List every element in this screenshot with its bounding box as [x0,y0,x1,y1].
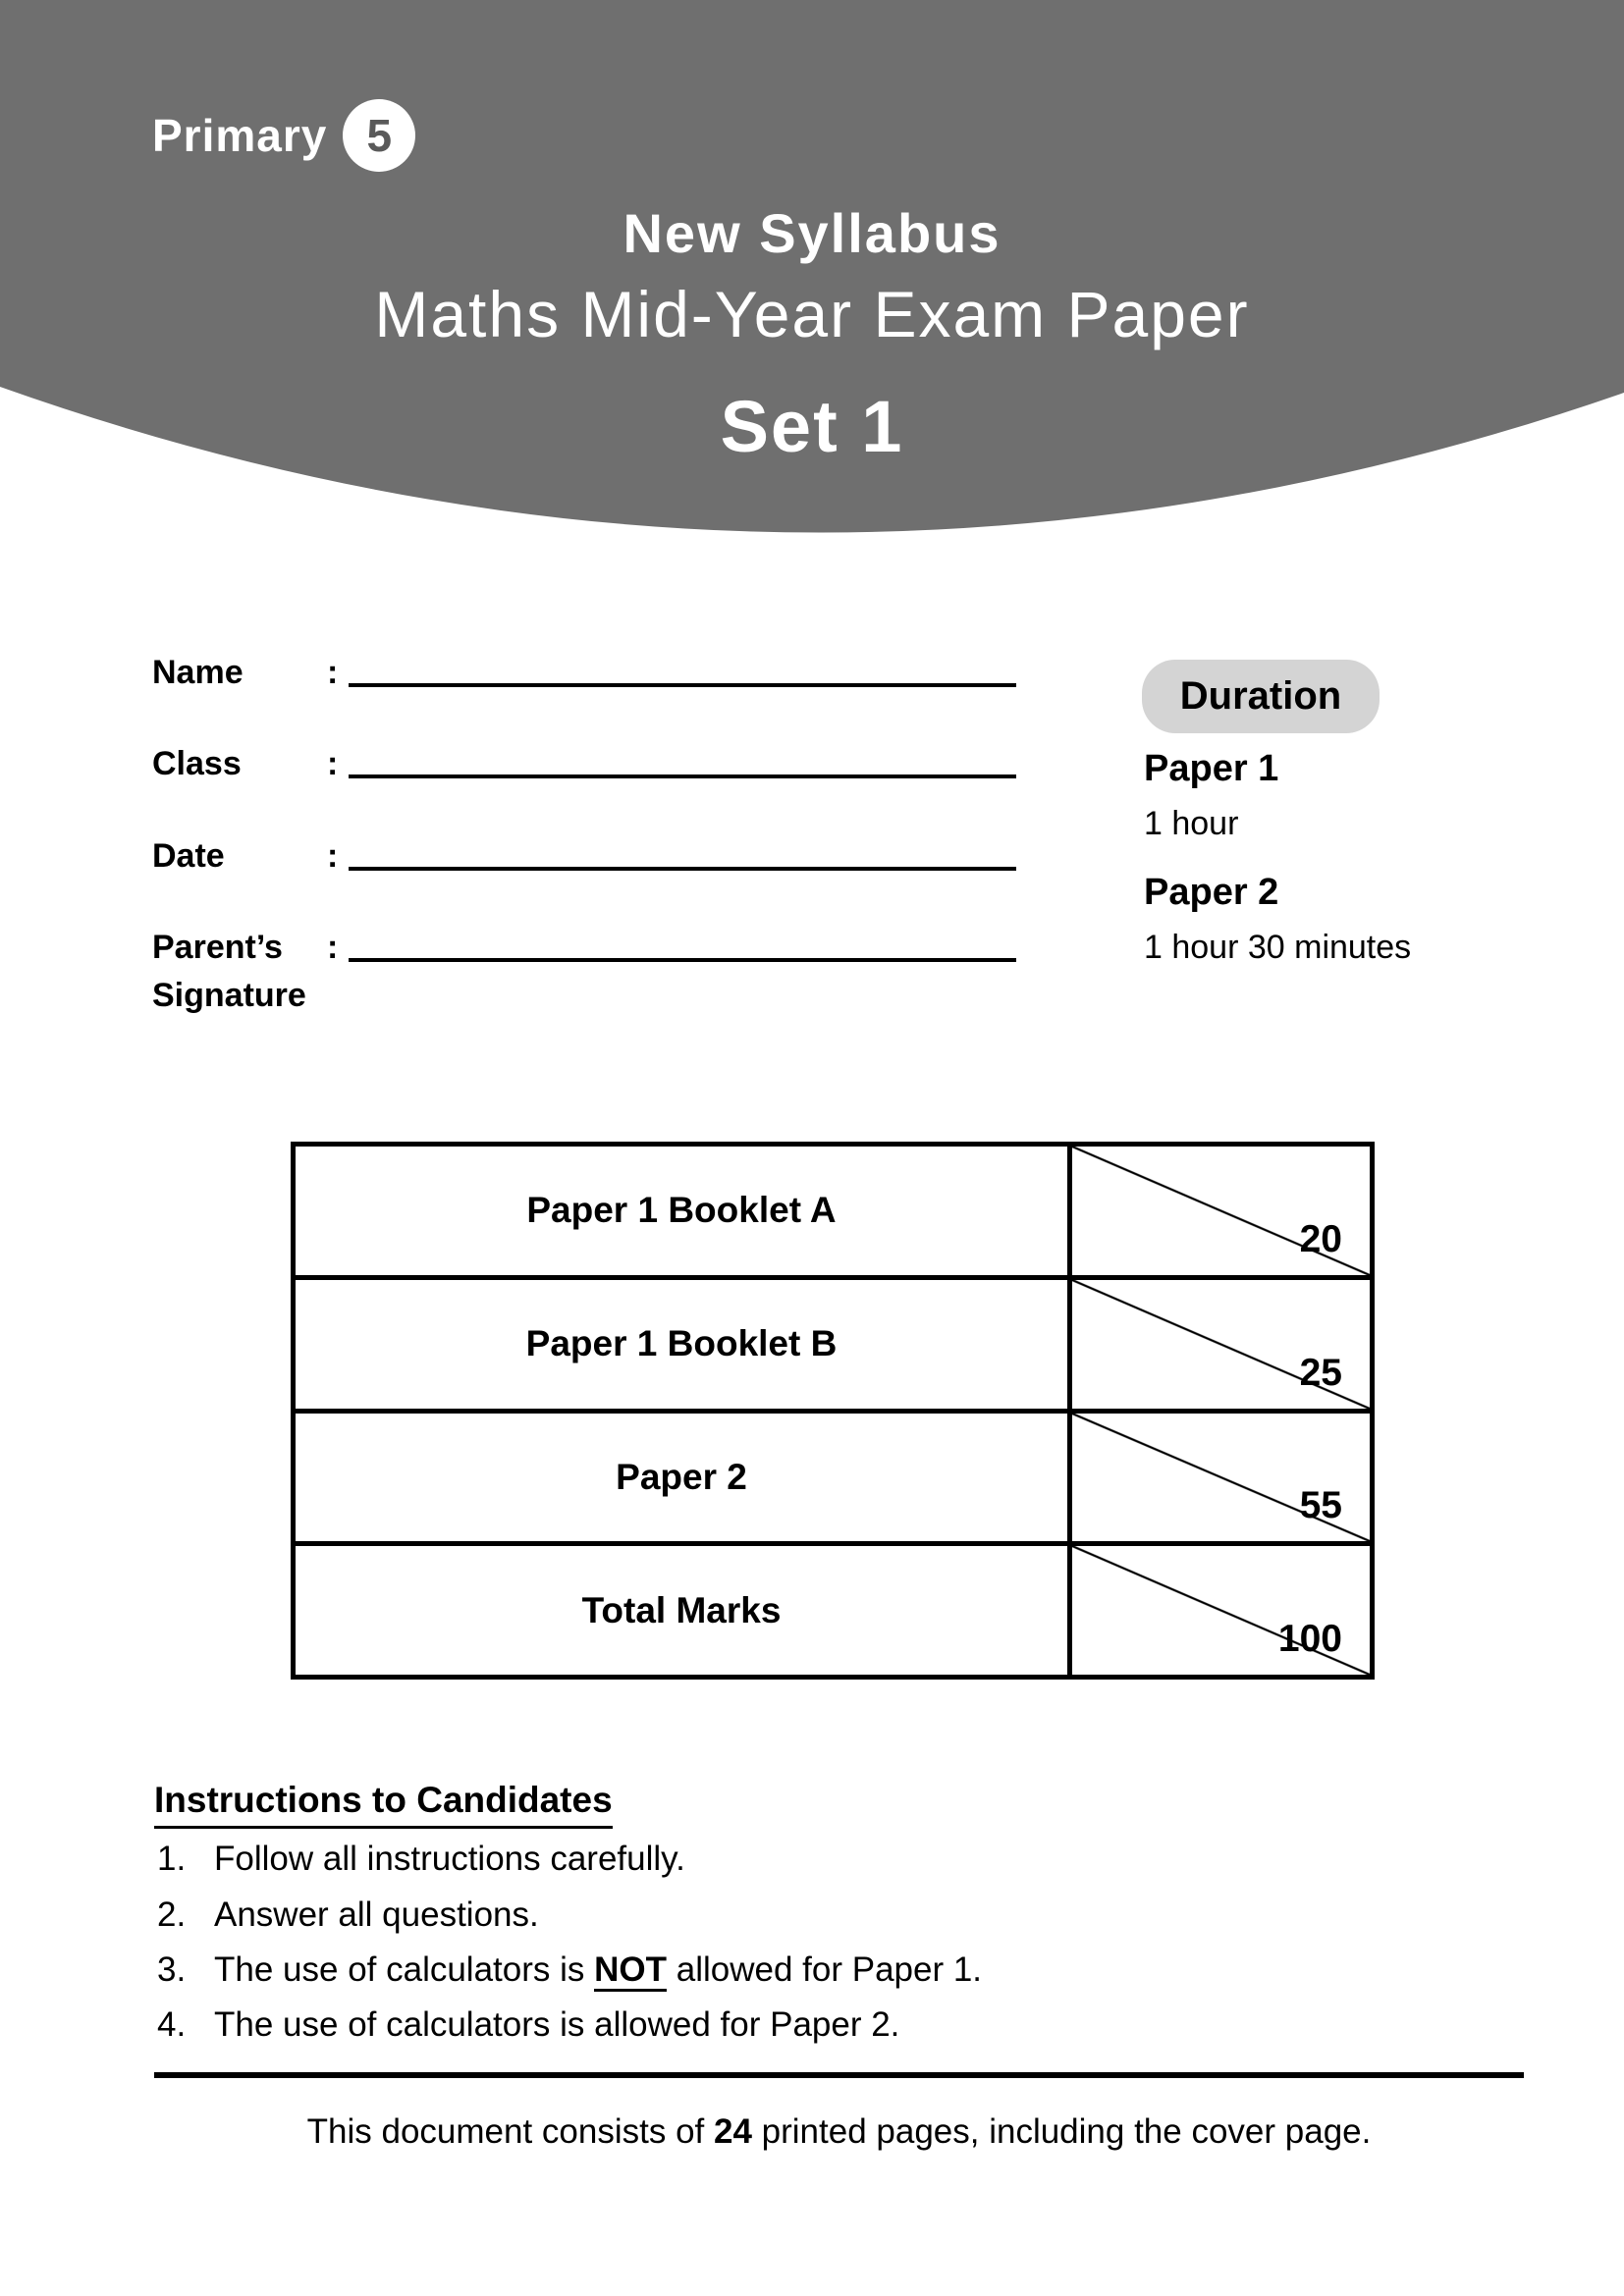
parent-label: Parent’s [152,929,283,966]
instruction-number: 4. [157,2005,187,2044]
parent-colon: : [327,929,339,966]
duration-paper2-title: Paper 2 [1144,872,1279,913]
parent-signature-blank-line [349,958,1016,962]
form-row-name [152,651,1016,692]
primary-level-line [152,98,415,173]
table-cell-marks [1072,1280,1370,1409]
primary-label: Primary [152,110,328,161]
title-set: Set 1 [720,386,904,467]
date-colon: : [327,837,339,875]
table-row [296,1275,1370,1409]
table-row [296,1541,1370,1675]
duration-badge [1142,660,1380,733]
table-cell-marks [1072,1147,1370,1275]
marks-table [291,1142,1375,1680]
title-exam-paper: Maths Mid-Year Exam Paper [374,278,1250,350]
marks-value: 100 [1277,1618,1342,1660]
table-row [296,1147,1370,1275]
duration-paper2-time: 1 hour 30 minutes [1144,929,1412,966]
table-cell-label: Paper 2 [296,1414,1072,1542]
signature-label: Signature [152,977,306,1014]
not-emphasis: NOT [594,1950,667,1992]
table-row [296,1409,1370,1542]
instruction-item [157,1838,1434,1881]
instruction-item [157,1894,1434,1937]
table-cell-marks [1072,1414,1370,1542]
level-number: 5 [366,110,393,161]
name-label: Name [152,654,244,691]
instruction-number: 1. [157,1840,187,1878]
instruction-number: 2. [157,1896,187,1934]
page-count: 24 [713,2112,752,2151]
instructions-title: Instructions to Candidates [154,1780,613,1829]
instruction-text: The use of calculators is allowed for Paper 2. [214,2005,900,2044]
duration-paper1-time: 1 hour [1144,805,1239,842]
form-row-parent-signature [152,926,1016,967]
marks-value: 25 [1299,1351,1342,1394]
form-row-date [152,834,1016,876]
instruction-text: The use of calculators is NOT allowed for Paper 1. [214,1949,982,1992]
title-new-syllabus: New Syllabus [623,202,1001,264]
table-cell-marks [1072,1546,1370,1675]
table-cell-label: Total Marks [296,1546,1072,1675]
class-label: Class [152,745,242,782]
level-5-badge [343,99,415,172]
instruction-text: Follow all instructions carefully. [214,1840,685,1878]
form-row-class [152,742,1016,783]
name-colon: : [327,654,339,691]
table-cell-label: Paper 1 Booklet A [296,1147,1072,1275]
footer-divider-rule [154,2072,1524,2078]
class-blank-line [349,774,1016,778]
instruction-text: Answer all questions. [214,1896,539,1934]
instruction-number: 3. [157,1950,187,1989]
marks-value: 55 [1299,1484,1342,1527]
marks-value: 20 [1299,1217,1342,1260]
date-label: Date [152,837,225,875]
duration-paper1-title: Paper 1 [1144,748,1279,789]
instruction-item [157,1949,1434,1992]
name-blank-line [349,683,1016,687]
instruction-item [157,2003,1434,2047]
duration-badge-label: Duration [1179,674,1342,718]
class-colon: : [327,745,339,782]
footer-page-count-note: This document consists of 24 printed pages, including the cover page. [306,2112,1372,2151]
table-cell-label: Paper 1 Booklet B [296,1280,1072,1409]
date-blank-line [349,867,1016,871]
